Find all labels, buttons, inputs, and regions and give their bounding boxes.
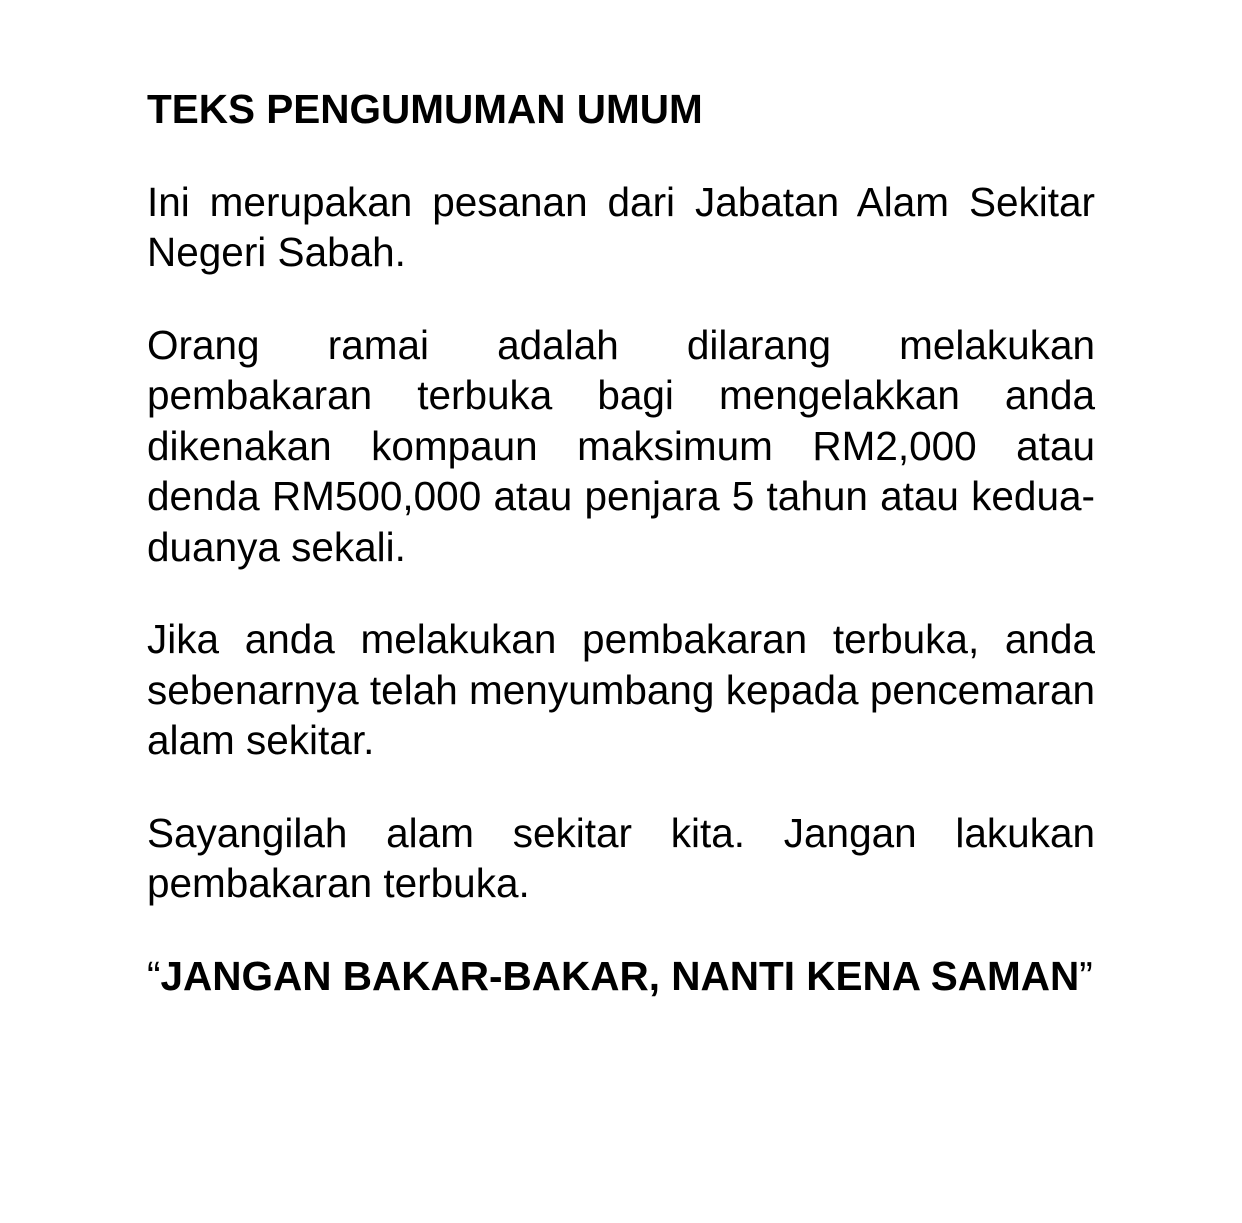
document-title: TEKS PENGUMUMAN UMUM xyxy=(147,86,703,132)
paragraph-intro: Ini merupakan pesanan dari Jabatan Alam Sekitar Negeri Sabah. xyxy=(147,178,1095,275)
paragraph-prohibition: Orang ramai adalah dilarang melakukan pembakaran terbuka bagi mengelakkan anda dikenakan kompaun maksimum RM2,000 atau denda RM500,000 atau penjara 5 tahun atau kedua-duanya sekali. xyxy=(147,321,1095,570)
close-quote: ” xyxy=(1079,952,1093,999)
paragraph-pollution: Jika anda melakukan pembakaran terbuka, anda sebenarnya telah menyumbang kepada pencemaran alam sekitar. xyxy=(147,616,1095,763)
slogan-text: JANGAN BAKAR-BAKAR, NANTI KENA SAMAN xyxy=(160,952,1080,999)
announcement-document xyxy=(147,84,1095,1001)
paragraph-appeal: Sayangilah alam sekitar kita. Jangan lakukan pembakaran terbuka. xyxy=(147,809,1095,906)
open-quote: “ xyxy=(147,952,161,999)
closing-slogan xyxy=(147,951,1095,1002)
